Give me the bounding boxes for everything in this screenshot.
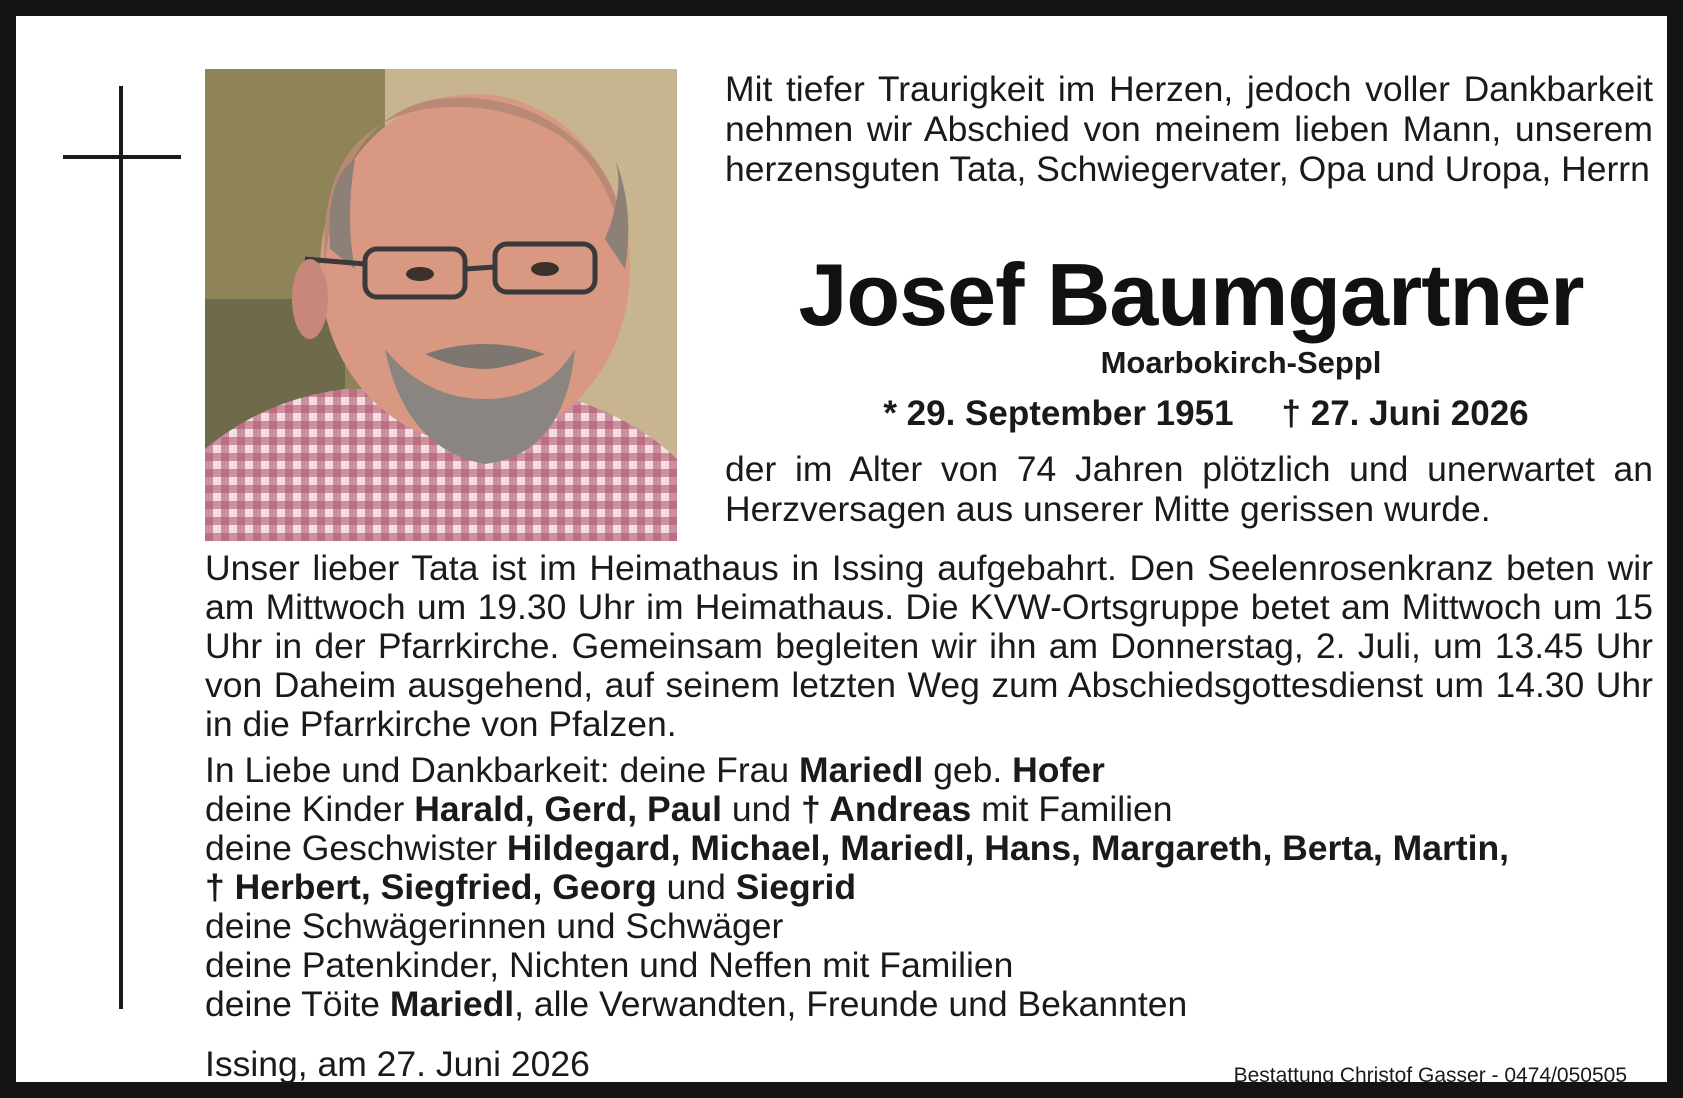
life-dates [836, 393, 1576, 435]
mourner-line-inlaws: deine Schwägerinnen und Schwäger [205, 906, 784, 946]
birth-date: * 29. September 1951 [883, 394, 1234, 433]
undertaker-contact: Bestattung Christof Gasser - 0474/050505 [1233, 1064, 1627, 1087]
mourner-name: Mariedl [799, 750, 924, 790]
mourner-text: deine Geschwister [205, 828, 507, 868]
deceased-name: Josef Baumgartner [798, 245, 1584, 344]
place-date: Issing, am 27. Juni 2026 [205, 1044, 590, 1084]
mourner-name: Mariedl [389, 984, 515, 1024]
mourner-text: , alle Verwandten, Freunde und Bekannten [514, 984, 1188, 1024]
mourner-text: mit Familien [971, 789, 1173, 829]
mourner-line-wife [205, 751, 1665, 790]
mourner-text: deine Kinder [205, 789, 415, 829]
mourner-text: und [721, 789, 801, 829]
mourner-line-siblings-cont [205, 868, 1665, 907]
funeral-details: Unser lieber Tata ist im Heimathaus in Issing aufgebahrt. Den Seelenrosenkranz beten wir am Mittwoch um 19.30 Uhr im Heimathaus. Die KVW-Ortsgruppe betet am Mittwoch um 15 Uhr in der Pfarrkirche. Gemeinsam begleiten wir ihn am Donnerstag, 2. Juli, um 13.45 Uhr von Daheim ausgehend, auf seinem letzten Weg zum Abschiedsgottesdienst um 14.30 Uhr in die Pfarrkirche von Pfalzen. [205, 548, 1653, 744]
mourner-name: † Andreas [800, 789, 972, 829]
portrait-photo [205, 69, 677, 541]
mourner-text: geb. [923, 750, 1013, 790]
mourner-line-siblings [205, 829, 1665, 868]
mourner-text: und [656, 867, 736, 907]
mourner-name: Harald, Gerd, Paul [414, 789, 722, 829]
mourners-list [205, 751, 1665, 1024]
mourner-name: Hildegard, Michael, Mariedl, Hans, Margareth, Berta, Martin, [506, 828, 1510, 868]
cross-icon-horizontal [63, 155, 181, 159]
death-date: † 27. Juni 2026 [1281, 394, 1529, 433]
mourner-text: deine Töite [205, 984, 390, 1024]
cross-icon-vertical [119, 86, 123, 1009]
mourner-name: Hofer [1012, 750, 1105, 790]
mourner-name: Siegrid [735, 867, 857, 907]
mourner-line-relatives [205, 985, 1665, 1024]
mourner-name: † Herbert, Siegfried, Georg [205, 867, 657, 907]
intro-text: Mit tiefer Traurigkeit im Herzen, jedoch voller Dankbarkeit nehmen wir Abschied von meinem lieben Mann, unserem herzensguten Tata, Schwiegervater, Opa und Uropa, Herrn [725, 69, 1653, 189]
mourner-line-children [205, 790, 1665, 829]
nickname: Moarbokirch-Seppl [1100, 345, 1382, 380]
cause-text: der im Alter von 74 Jahren plötzlich und unerwartet an Herzversagen aus unserer Mitte gerissen wurde. [725, 449, 1653, 529]
mourner-text: In Liebe und Dankbarkeit: deine Frau [205, 750, 800, 790]
mourner-line-godchildren: deine Patenkinder, Nichten und Neffen mit Familien [205, 945, 1014, 985]
